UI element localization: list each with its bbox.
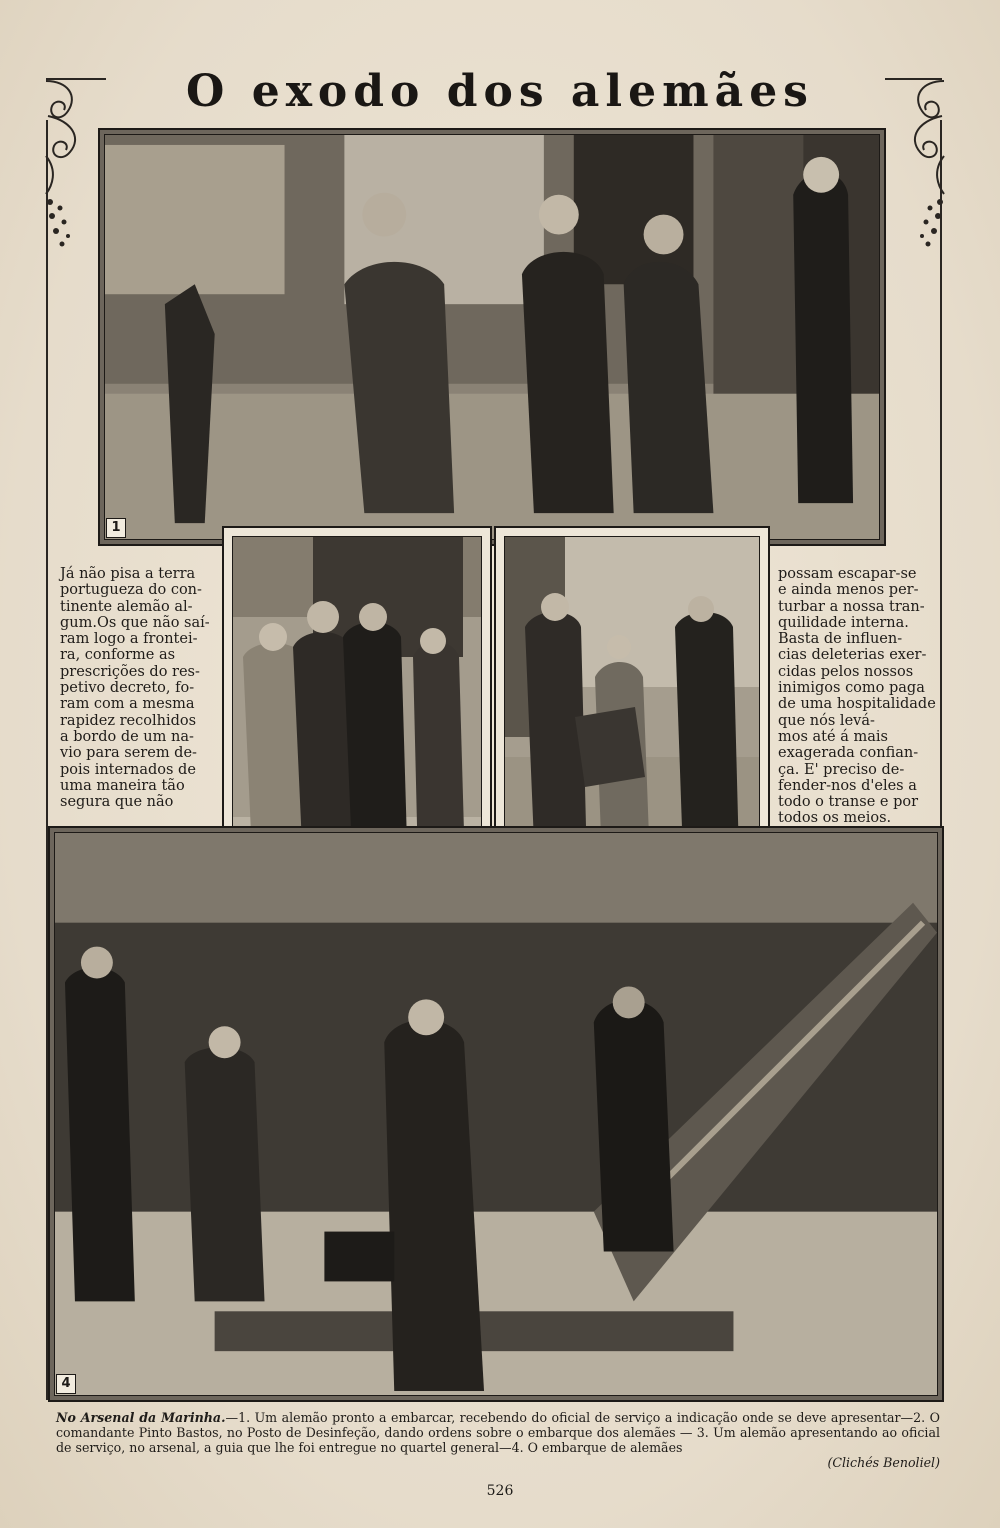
right-text-line: Basta de influen- [778,631,903,648]
right-column-text [778,566,936,827]
right-text-line: turbar a nossa tran- [778,598,925,615]
left-text-line: petivo decreto, fo- [60,680,195,697]
right-text-line: quilidade interna. [778,614,909,631]
photo-4-scene [55,833,937,1395]
caption-credit: (Clichés Benoliel) [827,1455,940,1470]
left-text-line: tinente alemão al- [60,598,193,615]
left-ornament-icon [38,76,88,256]
photo-1-image [104,134,880,540]
left-text-line: prescrições do res- [60,663,200,680]
right-text-line: inimigos como paga [778,680,925,697]
left-text-line: ram com a mesma [60,696,195,713]
left-text-line: Já não pisa a terra [60,566,196,582]
photo-1 [98,128,886,546]
right-ornament-icon [902,76,952,256]
left-text-line: gum.Os que não saí- [60,614,210,631]
photo-4-number-badge: 4 [56,1374,76,1394]
photo-1-scene [105,135,879,539]
left-text-line: segura que não [60,794,174,811]
photo-caption [56,1410,940,1470]
photo-1-number-badge: 1 [106,518,126,538]
photo-4-image [54,832,938,1396]
right-text-line: cias deleterias exer- [778,647,927,664]
left-column-text [60,566,216,810]
left-text-line: pois internados de [60,761,196,778]
right-text-line: que nós levá- [778,712,875,729]
right-text-line: todos os meios. [778,810,892,827]
caption-lead: No Arsenal da Marinha. [56,1410,226,1425]
left-text-line: ram logo a frontei- [60,631,198,648]
photo-4 [48,826,944,1402]
right-text-line: exagerada confian- [778,745,919,762]
right-text-line: possam escapar-se [778,566,917,582]
right-text-line: de uma hospitalidade [778,696,936,713]
left-text-line: a bordo de um na- [60,728,194,745]
page-number: 526 [486,1483,514,1499]
left-text-line: rapidez recolhidos [60,712,197,729]
caption-text: —1. Um alemão pronto a embarcar, recebendo do oficial de serviço a indicação onde se deve apresentar—2. O comandante Pinto Bastos, no Posto de Desinfeção, dando ordens sobre o embarque dos alemães — 3. Um alemão apresentando ao oficial de serviço, no arsenal, a guia que lhe foi entregue no quartel general—4. O embarque de alemães [56,1410,940,1455]
left-text-line: ra, conforme as [60,647,176,664]
right-text-line: ça. E' preciso de- [778,761,905,778]
right-text-line: mos até á mais [778,728,888,745]
right-text-line: e ainda menos per- [778,582,919,599]
left-text-line: uma maneira tão [60,777,185,794]
right-text-line: todo o transe e por [778,794,919,811]
right-text-line: cidas pelos nossos [778,663,914,680]
right-text-line: fender-nos d'eles a [778,777,917,794]
left-text-line: vio para serem de- [60,745,197,762]
page-title: O exodo dos alemães [186,66,814,117]
left-text-line: portugueza do con- [60,582,202,599]
